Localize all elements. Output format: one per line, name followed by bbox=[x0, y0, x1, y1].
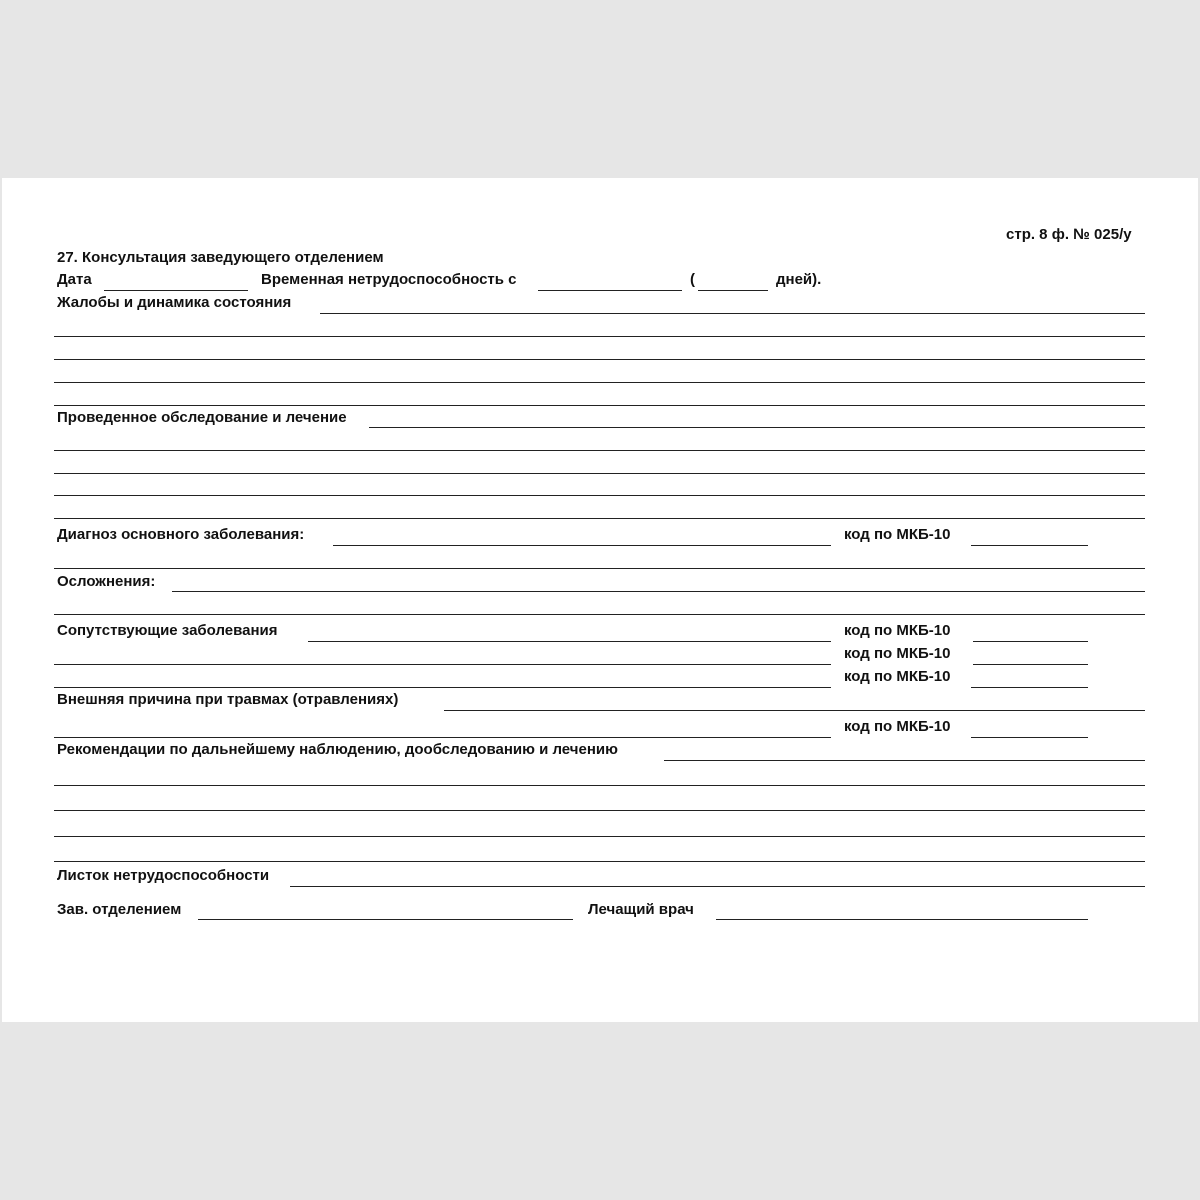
head-of-department-label: Зав. отделением bbox=[57, 901, 182, 918]
complaints-field-line[interactable] bbox=[54, 336, 1145, 337]
complaints-field-line[interactable] bbox=[54, 359, 1145, 360]
complications-field-line[interactable] bbox=[54, 614, 1145, 615]
days-label: дней). bbox=[776, 271, 822, 288]
page-reference: стр. 8 ф. № 025/у bbox=[1006, 226, 1132, 243]
complications-label: Осложнения: bbox=[57, 573, 156, 590]
disability-from-field[interactable] bbox=[538, 290, 682, 291]
comorbid-field-line[interactable] bbox=[54, 664, 831, 665]
days-field[interactable] bbox=[698, 290, 768, 291]
exam-field-line[interactable] bbox=[54, 495, 1145, 496]
recommendations-field-line[interactable] bbox=[54, 810, 1145, 811]
external-icd-label: код по МКБ-10 bbox=[844, 718, 951, 735]
recommendations-field-line[interactable] bbox=[54, 861, 1145, 862]
external-cause-field-line[interactable] bbox=[444, 710, 1145, 711]
date-label: Дата bbox=[57, 271, 92, 288]
exam-field-line[interactable] bbox=[54, 518, 1145, 519]
complications-field-line[interactable] bbox=[172, 591, 1145, 592]
exam-field-line[interactable] bbox=[54, 473, 1145, 474]
exam-field-line[interactable] bbox=[54, 450, 1145, 451]
recommendations-field-line[interactable] bbox=[54, 785, 1145, 786]
external-cause-field-line[interactable] bbox=[54, 737, 831, 738]
recommendations-field-line[interactable] bbox=[664, 760, 1145, 761]
comorbid-label: Сопутствующие заболевания bbox=[57, 622, 278, 639]
comorbid-field-line[interactable] bbox=[54, 687, 831, 688]
date-field[interactable] bbox=[104, 290, 248, 291]
complaints-field-line[interactable] bbox=[54, 405, 1145, 406]
recommendations-field-line[interactable] bbox=[54, 836, 1145, 837]
comorbid-icd-label: код по МКБ-10 bbox=[844, 668, 951, 685]
comorbid-icd-field[interactable] bbox=[973, 664, 1088, 665]
complaints-label: Жалобы и динамика состояния bbox=[57, 294, 292, 311]
sick-leave-field[interactable] bbox=[290, 886, 1145, 887]
diagnosis-icd-label: код по МКБ-10 bbox=[844, 526, 951, 543]
complaints-field-line[interactable] bbox=[320, 313, 1145, 314]
comorbid-icd-label: код по МКБ-10 bbox=[844, 622, 951, 639]
exam-label: Проведенное обследование и лечение bbox=[57, 409, 347, 426]
complaints-field-line[interactable] bbox=[54, 382, 1145, 383]
external-cause-label: Внешняя причина при травмах (отравлениях) bbox=[57, 691, 399, 708]
section-title: 27. Консультация заведующего отделением bbox=[57, 249, 384, 266]
comorbid-icd-field[interactable] bbox=[973, 641, 1088, 642]
head-signature-field[interactable] bbox=[198, 919, 573, 920]
diagnosis-icd-field[interactable] bbox=[971, 545, 1088, 546]
exam-field-line[interactable] bbox=[369, 427, 1145, 428]
disability-label: Временная нетрудоспособность с bbox=[261, 271, 517, 288]
doctor-signature-field[interactable] bbox=[716, 919, 1088, 920]
diagnosis-label: Диагноз основного заболевания: bbox=[57, 526, 305, 543]
comorbid-field-line[interactable] bbox=[308, 641, 831, 642]
comorbid-icd-field[interactable] bbox=[971, 687, 1088, 688]
paren-open: ( bbox=[690, 271, 695, 288]
recommendations-label: Рекомендации по дальнейшему наблюдению, дообследованию и лечению bbox=[57, 741, 618, 758]
diagnosis-field-line[interactable] bbox=[54, 568, 1145, 569]
sick-leave-label: Листок нетрудоспособности bbox=[57, 867, 270, 884]
external-icd-field[interactable] bbox=[971, 737, 1088, 738]
attending-doctor-label: Лечащий врач bbox=[588, 901, 694, 918]
diagnosis-field[interactable] bbox=[333, 545, 831, 546]
comorbid-icd-label: код по МКБ-10 bbox=[844, 645, 951, 662]
